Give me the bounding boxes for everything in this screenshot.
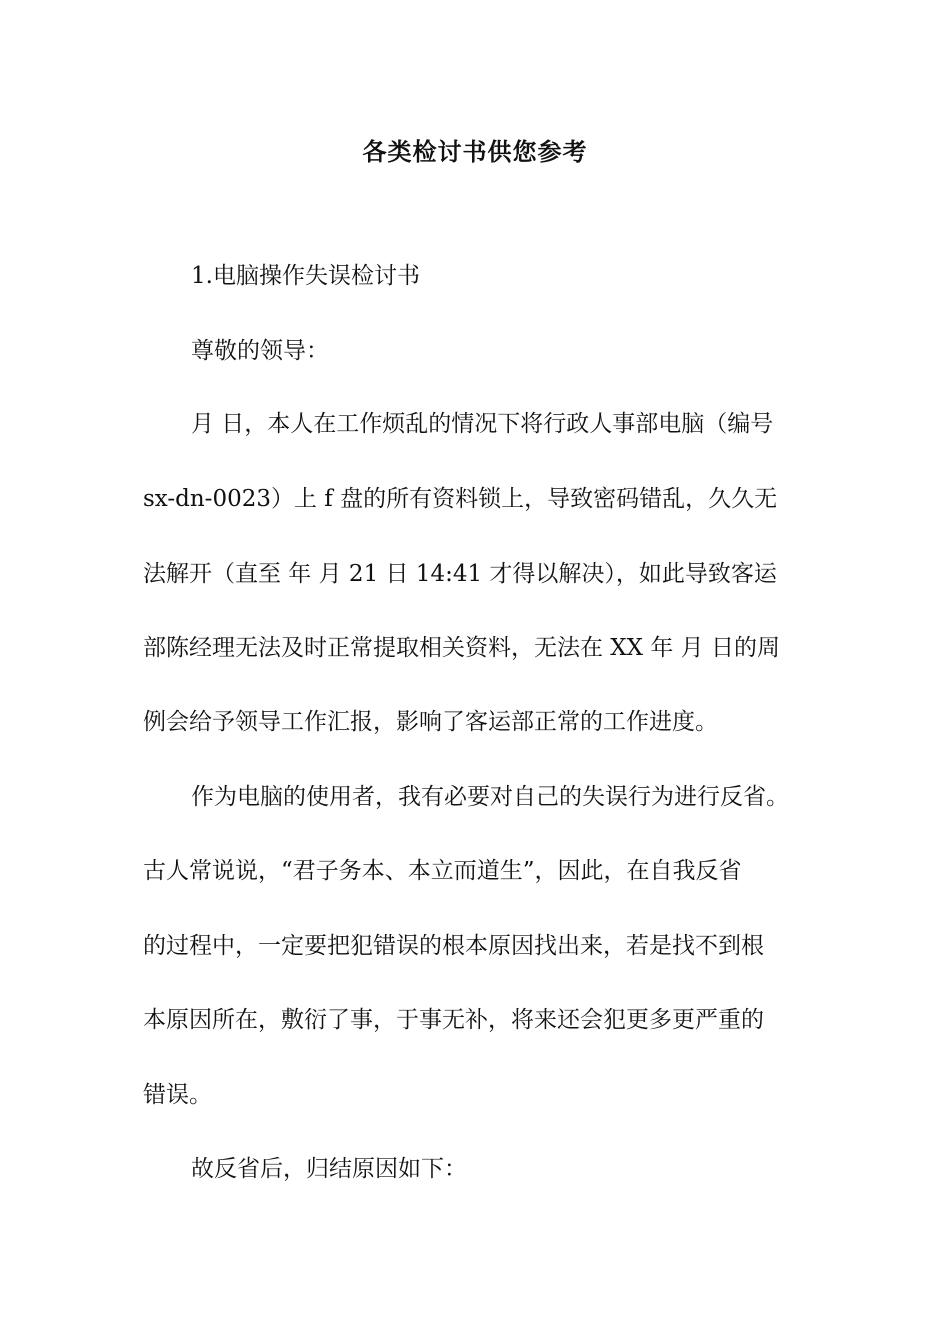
document-title: 各类检讨书供您参考 [362,138,588,166]
salutation: 尊敬的领导： [191,338,329,364]
section-heading: 1.电脑操作失误检讨书 [191,263,420,289]
paragraph-line: 法解开（直至 年 月 21 日 14:41 才得以解决），如此导致客运 [143,561,777,587]
paragraph-line: sx-dn-0023）上 f 盘的所有资料锁上，导致密码错乱，久久无 [143,486,778,512]
paragraph-line: 故反省后，归结原因如下： [191,1156,467,1182]
paragraph-line: 本原因所在，敷衍了事，于事无补，将来还会犯更多更严重的 [143,1007,764,1033]
paragraph-line: 古人常说说，“君子务本、本立而道生”，因此，在自我反省 [143,858,742,884]
paragraph-line: 部陈经理无法及时正常提取相关资料，无法在 XX 年 月 日的周 [143,635,780,661]
paragraph-line: 作为电脑的使用者，我有必要对自己的失误行为进行反省。 [191,784,789,810]
paragraph-line: 的过程中，一定要把犯错误的根本原因找出来，若是找不到根 [143,933,764,959]
paragraph-line: 月 日，本人在工作烦乱的情况下将行政人事部电脑（编号 [191,411,774,437]
paragraph-line: 错误。 [143,1082,212,1108]
paragraph-line: 例会给予领导工作汇报，影响了客运部正常的工作进度。 [143,709,718,735]
